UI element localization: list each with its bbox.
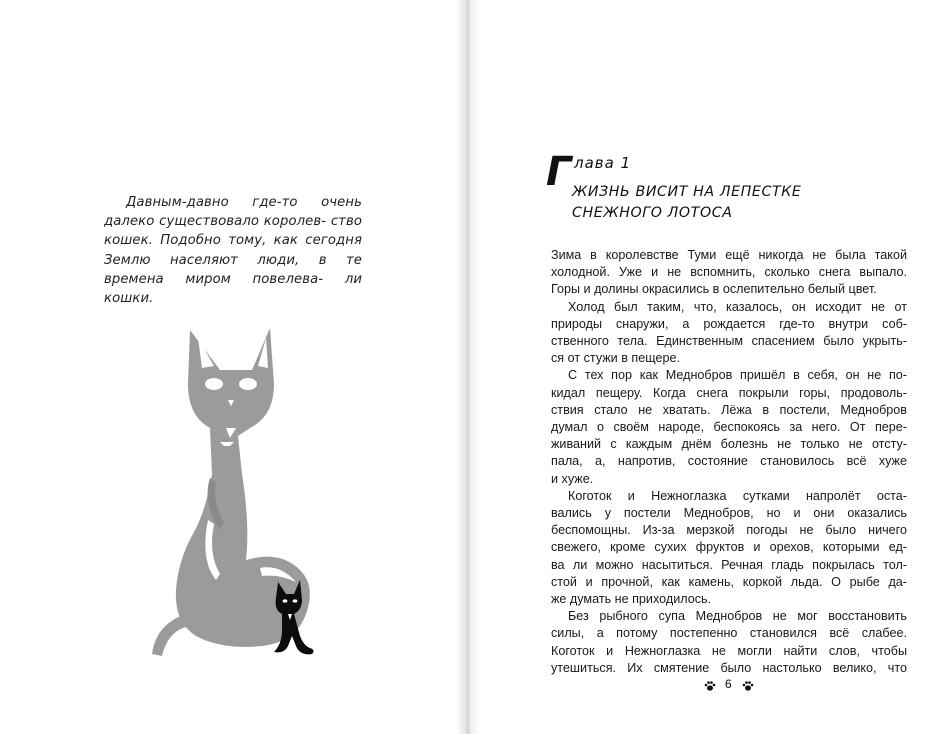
intro-line: ли кошки. [104,271,363,307]
body-line: утешиться. Их смятение было настолько велико, что [551,660,907,675]
body-line: Горы и долины окрасились в ослепительно белый цвет. [551,282,877,297]
chapter-title-line: СНЕЖНОГО ЛОТОСА [572,205,733,221]
paw-print-icon [704,680,716,692]
page-footer [690,677,770,695]
body-line: стой и прочной, как камень, коркой льда. О рыбе да- [551,574,907,589]
chapter-body-text [551,247,907,677]
intro-line: Давным-давно где-то очень [126,195,362,210]
body-line: думал о своём народе, беспокоясь за него. От пере- [551,420,907,435]
body-line: и хуже. [551,471,594,486]
paw-print-icon [742,680,754,692]
body-line: же думать не приходилось. [551,592,712,607]
intro-line: сегодня Землю населяют люди, [104,233,362,268]
body-line: ся от стужи в пещере. [551,351,680,366]
intro-line: ство кошек. Подобно тому, как [104,214,363,249]
body-line: природы снаружи, а рождается где-то внутри соб- [551,316,907,331]
intro-line: в те времена миром повелева- [104,252,362,287]
body-line: Без рыбного супа Меднобров не мог восстановить [568,609,907,624]
body-line: беспомощны. Из-за мерзкой погоды не было ничего [551,523,907,538]
book-gutter-shadow [456,0,480,734]
body-line: Зима в королевстве Туми ещё никогда не была такой [551,248,907,262]
body-line: вались у постели Меднобров, но и они оказались [551,506,907,521]
chapter-title-line: ЖИЗНЬ ВИСИТ НА ЛЕПЕСТКЕ [572,184,802,200]
chapter-heading [546,150,846,230]
body-line: кидал пещеру. Когда снега покрыли горы, продоволь- [551,385,907,400]
body-line: свежего, кроме сухих фруктов и орехов, которыми ед- [551,540,907,555]
body-line: Коготок и Нежноглазка не могли найти слов, чтобы [551,643,907,658]
body-line: силы, а потому постепенно становился всё слабее. [551,626,907,641]
body-line: С тех пор как Меднобров пришёл в себя, он не по- [568,368,907,383]
body-line: пала, а, напротив, состояние становилось всё хуже [551,454,907,469]
body-line: живаний с каждым днём болезнь не только не отсту- [551,437,907,452]
body-line: Холод был таким, что, казалось, он исходит не от [568,299,907,314]
chapter-label: лава 1 [574,154,632,172]
intro-line: далеко существовало королев- [104,214,327,230]
cats-illustration [150,324,340,660]
page-number: 6 [725,677,732,691]
body-line: ва ли можно насытиться. Речная гладь покрылась тол- [551,557,907,572]
body-line: ствия стало не хватать. Лёжа в постели, Меднобров [551,402,907,417]
body-line: холодной. Уже и не вспомнить, сколько снега выпало. [551,265,907,280]
chapter-title [572,182,852,224]
chapter-initial: Г [546,149,572,195]
body-line: ственного тела. Единственным спасением было укрыть- [551,334,907,349]
body-line: Коготок и Нежноглазка сутками напролёт оста- [568,488,907,503]
intro-paragraph [104,193,362,308]
